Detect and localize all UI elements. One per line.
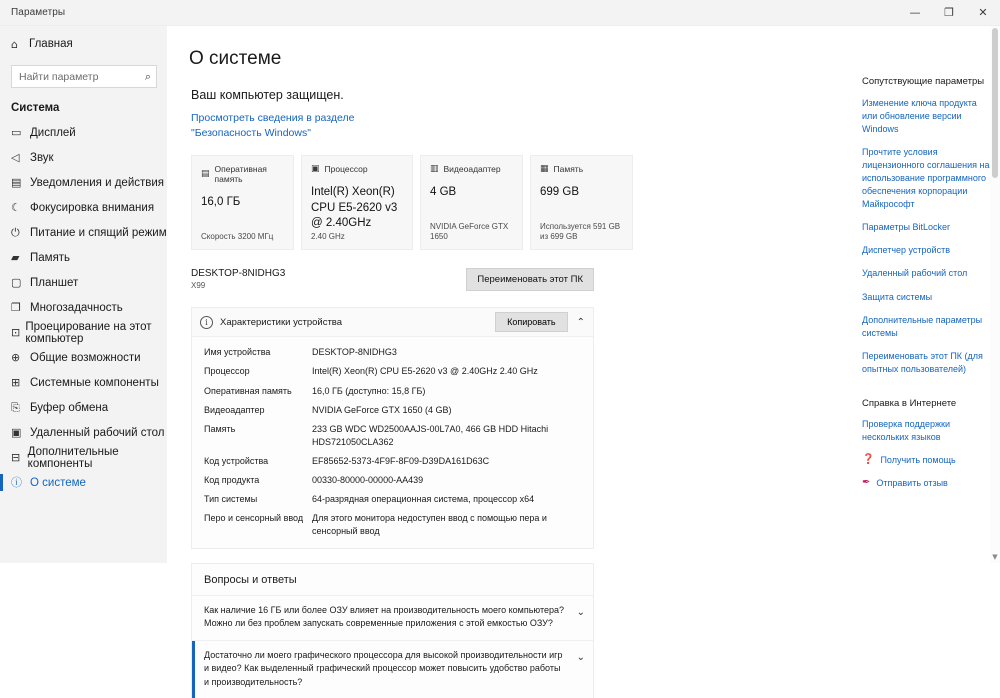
spec-value: 00330-80000-00000-AA439 bbox=[312, 474, 424, 485]
sidebar-item-label: Питание и спящий режим bbox=[30, 226, 167, 239]
faq-item[interactable] bbox=[192, 640, 593, 698]
share-icon: ⊕ bbox=[11, 351, 21, 364]
ram-icon: ▤ bbox=[201, 169, 210, 180]
remote-desktop-icon: ▣ bbox=[11, 426, 22, 439]
sidebar-item-tablet[interactable] bbox=[0, 270, 167, 295]
rail-link-device-manager[interactable]: Диспетчер устройств bbox=[862, 245, 950, 256]
send-feedback-link[interactable] bbox=[862, 477, 990, 490]
tile-subtext: 2.40 GHz bbox=[311, 232, 345, 242]
sidebar-item-label: Общие возможности bbox=[30, 351, 141, 364]
spec-value: Intel(R) Xeon(R) CPU E5-2620 v3 @ 2.40GHz 2.40 GHz bbox=[312, 366, 538, 377]
protection-heading: Ваш компьютер защищен. bbox=[191, 88, 344, 102]
sidebar-item-system-components[interactable] bbox=[0, 370, 167, 395]
help-icon: ❓ bbox=[862, 453, 875, 465]
tile-value: Intel(R) Xeon(R) CPU E5-2620 v3 @ 2.40GHz bbox=[311, 186, 398, 230]
clipboard-icon: ⎘ bbox=[11, 401, 20, 414]
sidebar-item-label: Планшет bbox=[30, 276, 79, 289]
sidebar-item-notifications[interactable] bbox=[0, 170, 167, 195]
table-row bbox=[192, 471, 593, 490]
close-button[interactable]: ✕ bbox=[978, 6, 988, 19]
sidebar-item-label: Дополнительные компоненты bbox=[27, 445, 119, 470]
tile-header-label: Память bbox=[553, 164, 584, 175]
pc-name-block bbox=[191, 268, 466, 290]
sidebar-item-home-label: Главная bbox=[29, 38, 73, 50]
sidebar-item-label: Многозадачность bbox=[30, 301, 123, 314]
sidebar-item-label: Уведомления и действия bbox=[30, 176, 165, 189]
bell-icon: ▤ bbox=[11, 176, 22, 189]
table-row bbox=[192, 362, 593, 381]
tile-subtext: Скорость 3200 МГц bbox=[201, 232, 274, 242]
tablet-icon: ▢ bbox=[11, 276, 22, 289]
web-help-heading: Справка в Интернете bbox=[862, 397, 957, 409]
sidebar-item-label: Проецирование на этот компьютер bbox=[25, 320, 152, 345]
spec-key: Процессор bbox=[204, 366, 250, 377]
cpu-icon: ▣ bbox=[311, 164, 320, 175]
page-title: О системе bbox=[189, 48, 282, 69]
device-specifications-header[interactable] bbox=[192, 308, 593, 337]
title-bar bbox=[0, 0, 1000, 26]
spec-key: Перо и сенсорный ввод bbox=[204, 512, 304, 523]
faq-item[interactable] bbox=[192, 595, 593, 640]
table-row bbox=[192, 382, 593, 401]
spec-tiles bbox=[191, 155, 839, 250]
sidebar-item-remote-desktop[interactable] bbox=[0, 420, 167, 445]
table-row bbox=[192, 401, 593, 420]
sidebar-item-label: Буфер обмена bbox=[30, 401, 109, 414]
related-settings-heading: Сопутствующие параметры bbox=[862, 76, 985, 87]
table-row bbox=[192, 420, 593, 452]
rename-pc-button[interactable]: Переименовать этот ПК bbox=[466, 268, 594, 291]
rail-link-rename-pc-advanced[interactable]: Переименовать этот ПК (для опытных пользователей) bbox=[862, 350, 983, 374]
copy-button[interactable]: Копировать bbox=[495, 312, 567, 332]
storage-icon: ▰ bbox=[11, 251, 20, 264]
faq-section bbox=[191, 563, 594, 698]
pc-name-row bbox=[191, 268, 594, 291]
sidebar-item-power-sleep[interactable] bbox=[0, 220, 167, 245]
tile-header-label: Оперативная память bbox=[214, 164, 267, 185]
related-settings-rail bbox=[854, 26, 1000, 563]
window-body bbox=[0, 26, 1000, 687]
spec-value: 64-разрядная операционная система, процессор x64 bbox=[312, 493, 535, 504]
rail-link-system-protection[interactable]: Защита системы bbox=[862, 291, 933, 302]
sidebar-item-label: Фокусировка внимания bbox=[30, 201, 155, 214]
rail-link-advanced-system-settings[interactable]: Дополнительные параметры системы bbox=[862, 314, 983, 338]
moon-icon: ☾ bbox=[11, 201, 21, 214]
scroll-down-arrow[interactable]: ▼ bbox=[992, 553, 998, 561]
device-specifications-title: Характеристики устройства bbox=[220, 316, 343, 328]
search-box[interactable] bbox=[11, 65, 157, 88]
minimize-button[interactable]: — bbox=[909, 6, 921, 19]
search-input[interactable] bbox=[12, 66, 156, 87]
spec-key: Видеоадаптер bbox=[204, 404, 265, 415]
get-help-link[interactable] bbox=[862, 454, 990, 467]
chevron-down-icon[interactable]: ⌄ bbox=[576, 606, 585, 618]
rail-link-license-terms[interactable]: Прочтите условия лицензионного соглашения на использование программного обеспечения корпорации Майкрософт bbox=[862, 147, 990, 210]
spec-key: Память bbox=[204, 423, 236, 434]
sidebar-item-projecting[interactable] bbox=[0, 320, 167, 345]
sidebar-item-focus-assist[interactable] bbox=[0, 195, 167, 220]
project-icon: ⊡ bbox=[11, 326, 21, 339]
spec-key: Тип системы bbox=[204, 493, 258, 504]
tile-processor[interactable] bbox=[301, 155, 413, 250]
send-feedback-label: Отправить отзыв bbox=[876, 477, 948, 488]
sidebar-item-label: Дисплей bbox=[30, 126, 76, 139]
rail-link-change-product-key[interactable]: Изменение ключа продукта или обновление версии Windows bbox=[862, 98, 977, 135]
sidebar-item-label: Системные компоненты bbox=[30, 376, 159, 389]
chevron-down-icon[interactable]: ⌄ bbox=[576, 651, 585, 663]
spec-key: Оперативная память bbox=[204, 385, 292, 396]
rail-link-remote-desktop[interactable]: Удаленный рабочий стол bbox=[862, 268, 968, 279]
spec-value: DESKTOP-8NIDHG3 bbox=[312, 347, 397, 358]
main-inner bbox=[189, 48, 839, 698]
sidebar-item-optional-features[interactable] bbox=[0, 445, 167, 470]
tile-header bbox=[311, 164, 403, 174]
rail-link-bitlocker[interactable]: Параметры BitLocker bbox=[862, 222, 950, 233]
tile-ram[interactable] bbox=[191, 155, 294, 250]
spec-value: 233 GB WDC WD2500AAJS-00L7A0, 466 GB HDD Hitachi HDS721050CLA362 bbox=[312, 423, 549, 447]
sidebar-item-about[interactable] bbox=[0, 470, 167, 495]
tile-subtext: NVIDIA GeForce GTX 1650 bbox=[430, 221, 509, 242]
home-icon: ⌂ bbox=[11, 37, 18, 51]
disk-icon: ▦ bbox=[540, 164, 549, 175]
spec-value: NVIDIA GeForce GTX 1650 (4 GB) bbox=[312, 404, 452, 415]
table-row bbox=[192, 343, 593, 362]
rail-link-language-support[interactable]: Проверка поддержки нескольких языков bbox=[862, 418, 950, 442]
spec-key: Имя устройства bbox=[204, 347, 271, 358]
maximize-restore-button[interactable]: ❐ bbox=[944, 6, 954, 19]
tile-header-label: Видеоадаптер bbox=[443, 164, 501, 175]
tile-header-label: Процессор bbox=[324, 164, 368, 175]
windows-icon: ❐ bbox=[11, 301, 21, 314]
sidebar-group-label: Система bbox=[11, 102, 60, 114]
spec-value: EF85652-5373-4F9F-8F09-D39DA161D63C bbox=[312, 455, 490, 466]
sidebar-item-storage[interactable] bbox=[0, 245, 167, 270]
faq-question: Достаточно ли моего графического процессора для высокой производительности игр и видео? Как выделенный графический процессор может повысить удобство работы и производительность? bbox=[204, 649, 563, 687]
tile-value: 16,0 ГБ bbox=[201, 196, 241, 209]
sidebar-item-home[interactable] bbox=[0, 30, 167, 58]
tile-subtext: Используется 591 GB из 699 GB bbox=[540, 221, 621, 242]
sidebar-item-sound[interactable] bbox=[0, 145, 167, 170]
sidebar-item-label: Удаленный рабочий стол bbox=[30, 426, 165, 439]
feedback-icon: ✒ bbox=[862, 476, 871, 488]
plus-box-icon: ⊟ bbox=[11, 451, 21, 464]
search-icon[interactable]: ⌕ bbox=[144, 70, 151, 83]
sidebar-item-clipboard[interactable] bbox=[0, 395, 167, 420]
main-content bbox=[167, 26, 854, 687]
gpu-icon: ▥ bbox=[430, 164, 439, 175]
tile-storage[interactable] bbox=[530, 155, 633, 250]
info-circle-icon: i bbox=[200, 316, 213, 329]
tile-value: 699 GB bbox=[540, 186, 579, 199]
tile-graphics[interactable] bbox=[420, 155, 523, 250]
device-specifications-card bbox=[191, 307, 594, 549]
power-icon: ⏻ bbox=[11, 226, 20, 239]
tile-header bbox=[540, 164, 623, 174]
window-title: Параметры bbox=[11, 7, 66, 18]
tile-value: 4 GB bbox=[430, 186, 457, 199]
vertical-scrollbar[interactable] bbox=[990, 26, 1000, 563]
pc-name: DESKTOP-8NIDHG3 bbox=[191, 268, 286, 280]
table-row bbox=[192, 490, 593, 509]
spec-key: Код продукта bbox=[204, 474, 260, 485]
table-row bbox=[192, 452, 593, 471]
tile-header bbox=[430, 164, 513, 174]
tile-header bbox=[201, 164, 284, 184]
sidebar-item-label: Память bbox=[30, 251, 71, 264]
table-row bbox=[192, 509, 593, 541]
components-icon: ⊞ bbox=[11, 376, 21, 389]
sidebar-item-label: О системе bbox=[30, 476, 86, 489]
get-help-label: Получить помощь bbox=[880, 454, 956, 465]
sidebar-item-label: Звук bbox=[30, 151, 54, 164]
chevron-up-icon[interactable]: ⌃ bbox=[576, 316, 585, 328]
faq-question: Как наличие 16 ГБ или более ОЗУ влияет на производительность моего компьютера? Можно ли без проблем запускать современные приложения с этой емкостью ОЗУ? bbox=[204, 604, 565, 629]
sidebar-item-shared-experiences[interactable] bbox=[0, 345, 167, 370]
scrollbar-thumb[interactable] bbox=[992, 28, 998, 178]
sidebar bbox=[0, 26, 167, 563]
sidebar-item-display[interactable] bbox=[0, 120, 167, 145]
faq-title: Вопросы и ответы bbox=[204, 573, 297, 586]
pc-subtitle: X99 bbox=[191, 281, 206, 291]
info-icon: ⓘ bbox=[11, 476, 22, 489]
spec-value: 16,0 ГБ (доступно: 15,8 ГБ) bbox=[312, 385, 426, 396]
monitor-icon: ▭ bbox=[11, 126, 22, 139]
spec-value: Для этого монитора недоступен ввод с помощью пера и сенсорный ввод bbox=[312, 512, 547, 536]
speaker-icon: ◁ bbox=[11, 151, 20, 164]
security-details-link[interactable]: Просмотреть сведения в разделе "Безопасность Windows" bbox=[191, 112, 355, 140]
device-specifications-table bbox=[192, 337, 593, 548]
spec-key: Код устройства bbox=[204, 455, 269, 466]
sidebar-item-multitasking[interactable] bbox=[0, 295, 167, 320]
